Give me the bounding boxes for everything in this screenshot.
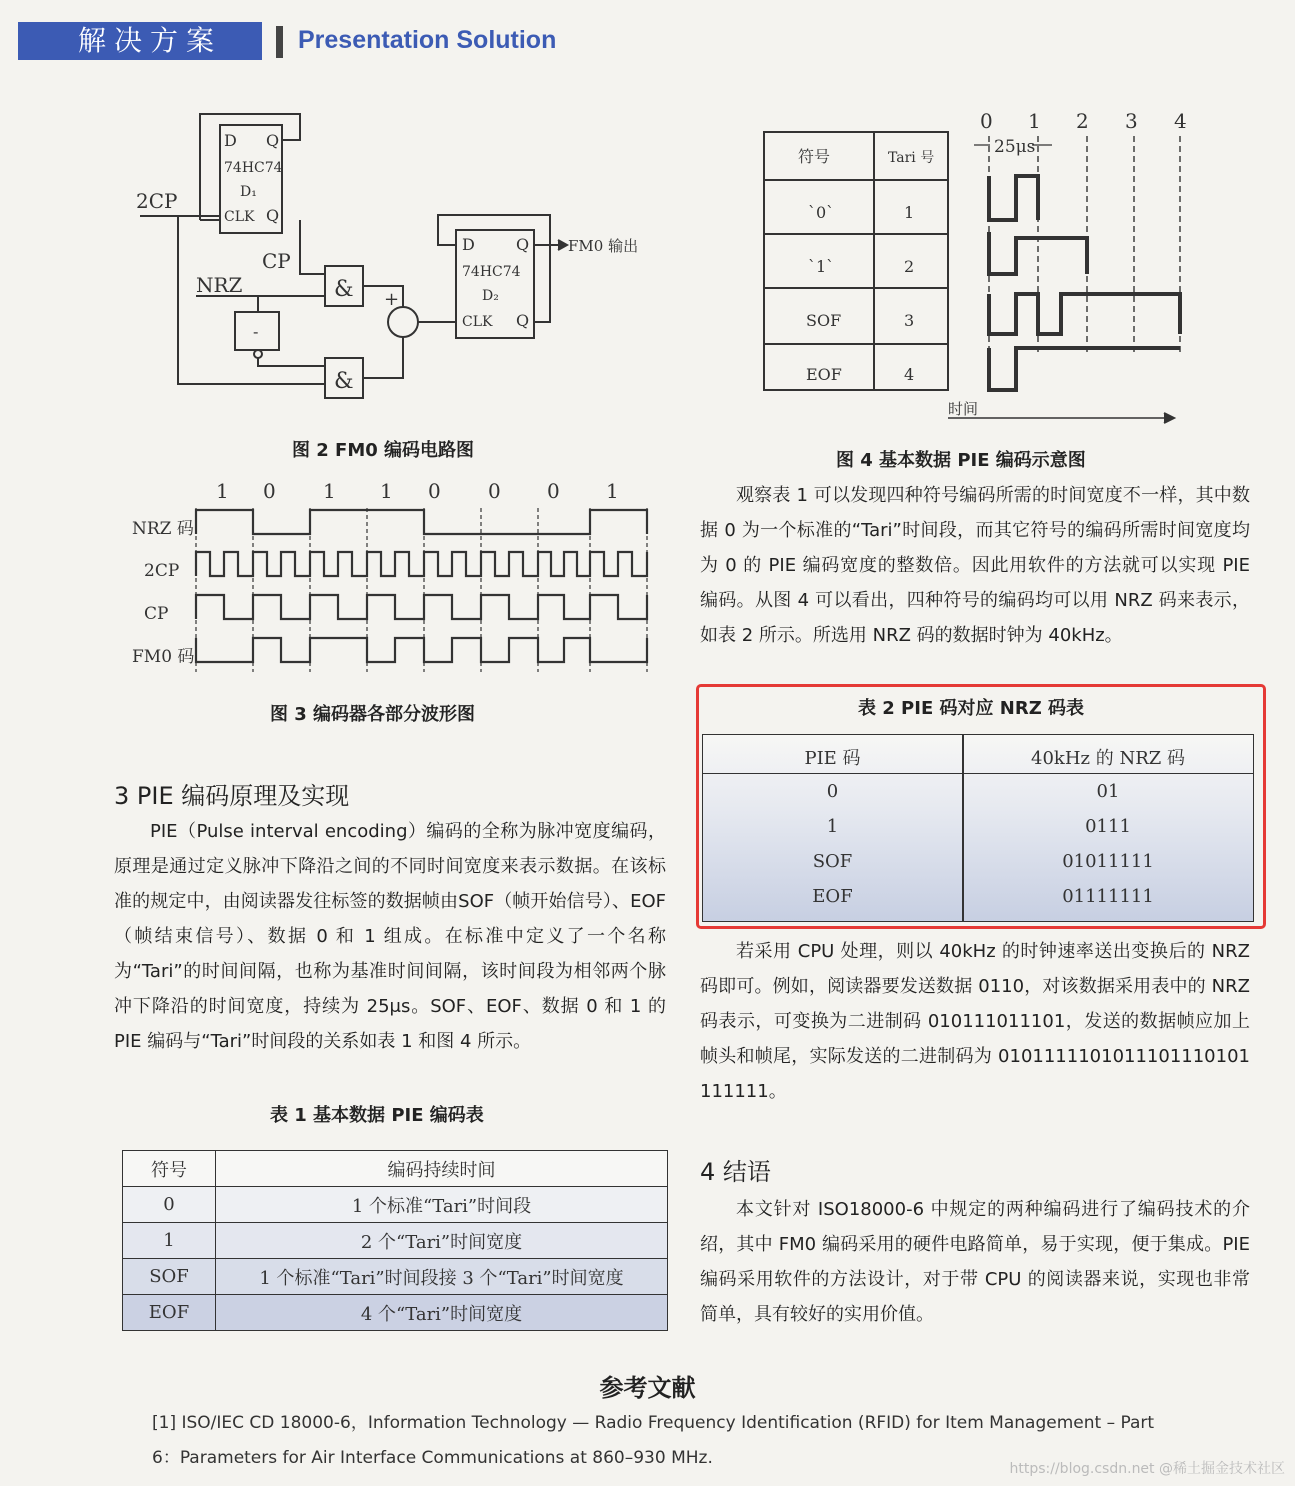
fig4-table-tari-1: 2	[904, 257, 915, 276]
ff1-clk: CLK	[224, 209, 255, 225]
and2-label: &	[334, 369, 354, 394]
and1-label: &	[334, 277, 354, 302]
fig4-table-sym-0: `0`	[808, 203, 835, 222]
label-nrz: NRZ	[196, 273, 243, 297]
not-label: -	[253, 322, 259, 341]
fig4-table-sym-2: SOF	[806, 311, 842, 330]
fig4-table-sym-1: `1`	[808, 257, 835, 276]
ff2-d: D	[462, 235, 475, 254]
table1-cell: 0	[123, 1187, 216, 1223]
table-row	[123, 1259, 668, 1295]
wave-fm0	[196, 638, 647, 662]
fig4-table-header-0: 符号	[798, 147, 831, 166]
fig3-row-cp: CP	[144, 604, 169, 624]
reference-line-2: 6：Parameters for Air Interface Communications at 860–930 MHz.	[152, 1448, 713, 1468]
table2-cell: 1	[826, 816, 839, 837]
header-divider	[276, 26, 283, 58]
ff2-qbar: Q	[516, 311, 530, 330]
table2-cell: SOF	[812, 851, 853, 872]
fig3-bit-5: 0	[488, 479, 501, 503]
fig3-bit-4: 0	[428, 479, 441, 503]
table1	[122, 1150, 668, 1331]
table-row	[123, 1295, 668, 1331]
table2-cell: 01011111	[1062, 851, 1154, 872]
table-row	[123, 1223, 668, 1259]
fig3-bit-0: 1	[216, 479, 229, 503]
table1-cell: 1 个标准“Tari”时间段	[216, 1187, 668, 1223]
fig4-tick-3: 3	[1125, 109, 1138, 133]
ff1-qbar: Q	[266, 206, 280, 225]
section3-title: 3 PIE 编码原理及实现	[114, 782, 350, 810]
table1-header-row	[123, 1151, 668, 1187]
fig3-bit-1: 0	[263, 479, 276, 503]
fig4-table-header-1: Tari 号	[888, 150, 935, 166]
right-paragraph-2: 若采用 CPU 处理，则以 40kHz 的时钟速率送出变换后的 NRZ 码即可。例如，阅读器要发送数据 0110，对该数据采用表中的 NRZ 码表示，可变换为二进制码 010111011101，发送的数据帧应加上帧头和帧尾，实际发送的二进制码为 0101111101011101110101111111。	[700, 941, 1250, 1102]
fig3-bit-7: 1	[606, 479, 619, 503]
fig3-waveforms	[120, 472, 660, 682]
table2-cell: EOF	[812, 886, 853, 907]
fig4-caption: 图 4 基本数据 PIE 编码示意图	[836, 450, 1086, 471]
fig4-wave-0	[989, 176, 1038, 220]
fig4-tick-0: 0	[980, 109, 993, 133]
table1-cell: 1	[123, 1223, 216, 1259]
references-title: 参考文献	[599, 1374, 696, 1402]
fig4-period-label: 25μs	[994, 137, 1036, 157]
ff2-clk: CLK	[462, 314, 493, 330]
section4-paragraph: 本文针对 ISO18000-6 中规定的两种编码进行了编码技术的介绍，其中 FM0 编码采用的硬件电路简单，易于实现，便于集成。PIE 编码采用软件的方法设计，对于带 CPU 的阅读器来说，实现也非常简单，具有较好的实用价值。	[700, 1199, 1250, 1325]
section4-title: 4 结语	[700, 1158, 771, 1186]
wave-2cp	[196, 552, 647, 576]
fig4-diagram	[760, 104, 1200, 424]
reference-line-1: [1] ISO/IEC CD 18000-6，Information Technology — Radio Frequency Identification (RFID) for Item Management – Part	[152, 1413, 1155, 1433]
header-en: Presentation Solution	[298, 26, 557, 54]
table2-header-cell: PIE 码	[804, 748, 861, 769]
fig2-circuit	[120, 100, 680, 400]
fig3-bit-6: 0	[547, 479, 560, 503]
table2-title: 表 2 PIE 码对应 NRZ 码表	[858, 698, 1085, 719]
table2-cell: 01111111	[1062, 886, 1154, 907]
table1-cell: 1 个标准“Tari”时间段接 3 个“Tari”时间宽度	[216, 1259, 668, 1295]
header-cn: 解决方案	[78, 24, 223, 57]
fig4-table-tari-2: 3	[904, 311, 915, 330]
fig4-tick-1: 1	[1028, 109, 1041, 133]
ff1-chip: 74HC74	[224, 160, 283, 176]
fig3-bit-3: 1	[380, 479, 393, 503]
table1-title: 表 1 基本数据 PIE 编码表	[270, 1105, 484, 1126]
table1-header-cell: 符号	[123, 1151, 216, 1187]
fig4-time-label: 时间	[948, 400, 979, 418]
fig4-table-tari-3: 4	[904, 365, 915, 384]
table-row	[123, 1187, 668, 1223]
ff1-q: Q	[266, 131, 280, 150]
wave-nrz	[196, 510, 647, 534]
fig4-wave-2	[989, 294, 1180, 334]
fig4-table-sym-3: EOF	[806, 365, 842, 384]
fig3-caption: 图 3 编码器各部分波形图	[270, 704, 476, 725]
fig4-tick-2: 2	[1076, 109, 1089, 133]
fig3-bit-2: 1	[323, 479, 336, 503]
fig3-row-nrz: NRZ 码	[132, 519, 194, 539]
fm0-output-label: FM0 输出	[568, 237, 639, 255]
fig4-table-tari-0: 1	[904, 203, 915, 222]
section3-paragraph: PIE（Pulse interval encoding）编码的全称为脉冲宽度编码，原理是通过定义脉冲下降沿之间的不同时间宽度来表示数据。在该标准的规定中，由阅读器发往标签的数据帧由SOF（帧开始信号）、EOF（帧结束信号）、数据 0 和 1 组成。在标准中定义了一个名称为“Tari”的时间间隔，也称为基准时间间隔，该时间段为相邻两个脉冲下降沿的时间宽度，持续为 25μs。SOF、EOF、数据 0 和 1 的 PIE 编码与“Tari”时间段的关系如表 1 和图 4 所示。	[114, 821, 666, 1052]
ff1-d1: D₁	[240, 184, 257, 200]
highlight-box	[696, 684, 1266, 929]
wave-cp	[196, 595, 647, 619]
right-paragraph-1: 观察表 1 可以发现四种符号编码所需的时间宽度不一样，其中数据 0 为一个标准的“Tari”时间段，而其它符号的编码所需时间宽度均为 0 的 PIE 编码宽度的整数倍。因此用软件的方法就可以实现 PIE 编码。从图 4 可以看出，四种符号的编码均可以用 NRZ 码来表示，如表 2 所示。所选用 NRZ 码的数据时钟为 40kHz。	[700, 485, 1250, 646]
fig3-row-2cp: 2CP	[144, 561, 180, 581]
table2-header-cell: 40kHz 的 NRZ 码	[1031, 748, 1185, 769]
label-cp: CP	[262, 249, 291, 273]
adder-plus: +	[384, 289, 400, 310]
ff2-d2: D₂	[482, 288, 499, 304]
table1-cell: 2 个“Tari”时间宽度	[216, 1223, 668, 1259]
table1-header-cell: 编码持续时间	[216, 1151, 668, 1187]
adder-circle	[388, 307, 418, 337]
fig2-caption: 图 2 FM0 编码电路图	[292, 440, 475, 461]
table1-cell: SOF	[123, 1259, 216, 1295]
ff1-d: D	[224, 131, 237, 150]
ff2-q: Q	[516, 235, 530, 254]
table2-cell: 01	[1096, 781, 1120, 802]
table2-cell: 0	[826, 781, 839, 802]
fig4-tick-4: 4	[1174, 109, 1187, 133]
table1-cell: 4 个“Tari”时间宽度	[216, 1295, 668, 1331]
label-2cp: 2CP	[136, 189, 178, 213]
table2-cell: 0111	[1085, 816, 1131, 837]
fig4-wave-3	[989, 348, 1180, 390]
fig3-row-fm0: FM0 码	[132, 647, 195, 667]
table1-cell: EOF	[123, 1295, 216, 1331]
ff2-chip: 74HC74	[462, 264, 521, 280]
watermark: https://blog.csdn.net @稀土掘金技术社区	[1009, 1461, 1285, 1477]
